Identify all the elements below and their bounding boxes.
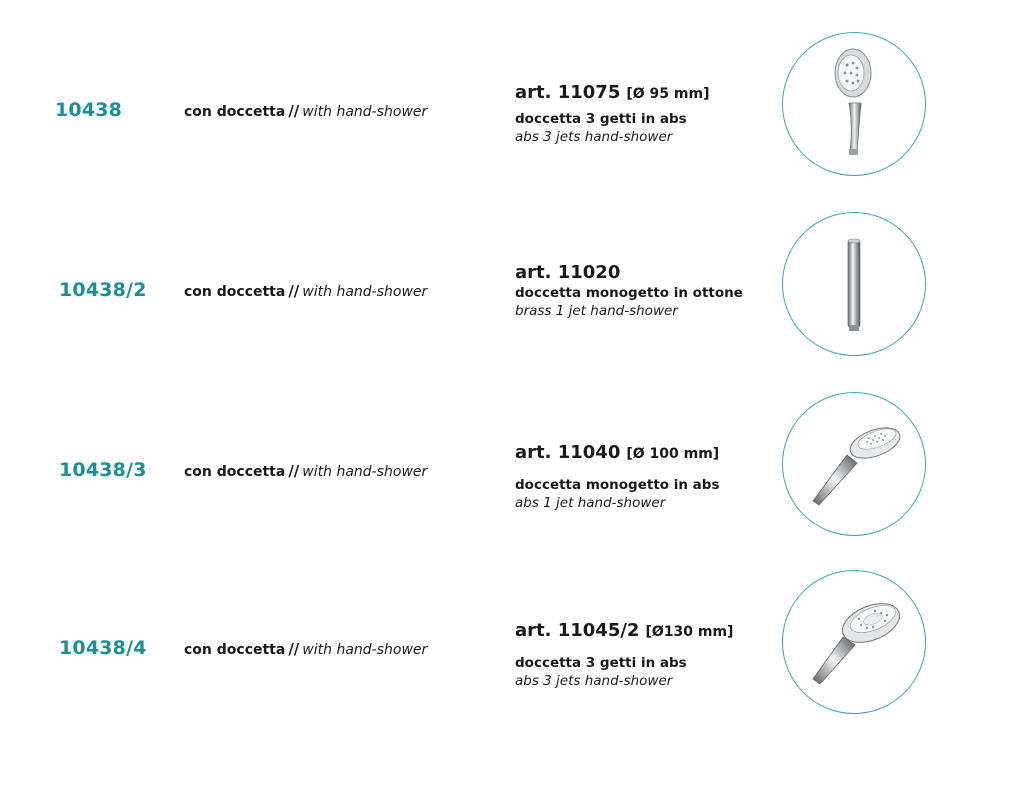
variant-italian: con doccetta <box>184 284 286 300</box>
variant-italian: con doccetta <box>184 464 286 480</box>
article-desc-english: brass 1 jet hand-shower <box>515 303 678 319</box>
article-number: art. 11075 <box>515 82 621 103</box>
article-desc-english: abs 3 jets hand-shower <box>515 673 673 689</box>
article-dimension: [Ø 95 mm] <box>626 86 710 102</box>
variant-description <box>184 462 427 480</box>
variant-italian: con doccetta <box>184 642 286 658</box>
angled-hand-shower-image <box>783 393 927 537</box>
variant-separator: // <box>288 102 300 120</box>
product-code: 10438 <box>55 99 123 121</box>
variant-description <box>184 282 427 300</box>
article-dimension: [Ø 100 mm] <box>626 446 720 462</box>
product-image-frame <box>782 392 926 536</box>
product-code: 10438/4 <box>59 637 147 659</box>
product-code: 10438/3 <box>59 459 147 481</box>
article-line <box>515 262 743 283</box>
article-line <box>515 442 720 463</box>
variant-separator: // <box>288 640 300 658</box>
variant-english: with hand-shower <box>302 464 428 480</box>
article-dimension: [Ø130 mm] <box>645 624 734 640</box>
article-desc-english: abs 1 jet hand-shower <box>515 495 666 511</box>
variant-english: with hand-shower <box>302 104 428 120</box>
article-block <box>515 82 709 145</box>
product-image-frame <box>782 212 926 356</box>
stick-hand-shower-image <box>783 213 927 357</box>
article-block <box>515 620 733 689</box>
product-image-frame <box>782 32 926 176</box>
article-number: art. 11040 <box>515 442 621 463</box>
large-angled-hand-shower-image <box>783 571 927 715</box>
article-number: art. 11045/2 <box>515 620 640 641</box>
product-image-frame <box>782 570 926 714</box>
article-number: art. 11020 <box>515 262 621 283</box>
variant-italian: con doccetta <box>184 104 286 120</box>
article-desc-italian: doccetta monogetto in ottone <box>515 285 743 301</box>
product-row-3 <box>0 390 1024 540</box>
article-desc-italian: doccetta 3 getti in abs <box>515 655 687 671</box>
article-desc-english: abs 3 jets hand-shower <box>515 129 673 145</box>
article-block <box>515 442 720 511</box>
article-desc-italian: doccetta monogetto in abs <box>515 477 720 493</box>
article-line <box>515 82 709 103</box>
variant-description <box>184 640 427 658</box>
product-code: 10438/2 <box>59 279 147 301</box>
product-row-4 <box>0 568 1024 718</box>
variant-separator: // <box>288 462 300 480</box>
article-line <box>515 620 733 641</box>
article-block <box>515 262 743 319</box>
round-hand-shower-image <box>783 33 927 177</box>
article-desc-italian: doccetta 3 getti in abs <box>515 111 687 127</box>
variant-description <box>184 102 427 120</box>
product-row-2 <box>0 210 1024 360</box>
variant-separator: // <box>288 282 300 300</box>
variant-english: with hand-shower <box>302 284 428 300</box>
product-row-1 <box>0 30 1024 180</box>
variant-english: with hand-shower <box>302 642 428 658</box>
